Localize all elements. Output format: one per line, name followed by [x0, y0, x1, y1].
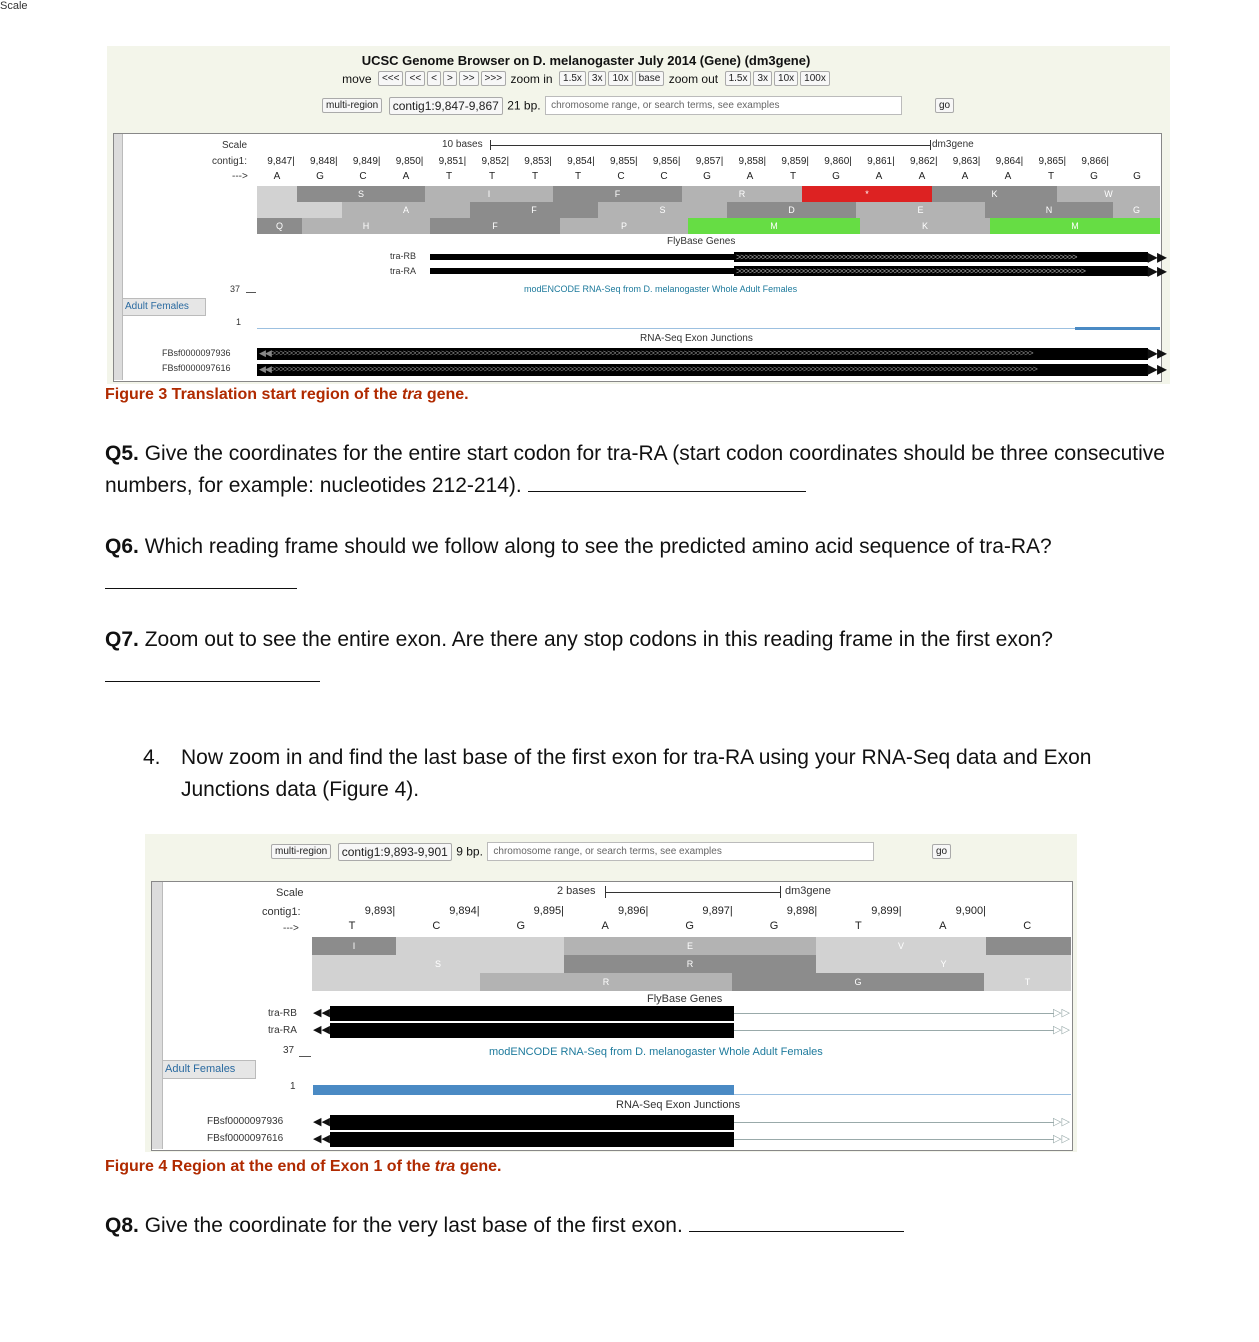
scale-bar — [490, 145, 930, 146]
coordinate-label: 9,862| — [909, 156, 938, 167]
f4-scale-bar — [605, 892, 780, 893]
frame3-codon-amino-acid: H — [362, 221, 370, 231]
fbsf2-label: FBsf0000097616 — [162, 363, 231, 373]
frame1-codon-amino-acid: S — [357, 189, 365, 199]
tra-ra-strand-chevrons: >>>>>>>>>>>>>>>>>>>>>>>>>>>>>>>>>>>>>>>>>>>>>>>>>>>>>>>>>>>>>>>>>>>>>>>>>>>>>>>>>> — [736, 266, 1085, 276]
fbsf1-end-arrow-icon: ▶▶ — [1148, 346, 1167, 360]
base-letter: A — [273, 171, 281, 182]
go-button[interactable]: go — [935, 98, 954, 113]
f4-frame3-codon-amino-acid: G — [854, 977, 862, 987]
base-letter: A — [746, 171, 754, 182]
move-left-button[interactable]: < — [427, 71, 441, 86]
f4-y-min-label: 1 — [290, 1081, 296, 1092]
frame2-codon — [1113, 202, 1160, 218]
f4-frame3-codon-amino-acid: R — [602, 977, 610, 987]
f4-frame1-codon-amino-acid: I — [352, 941, 356, 951]
search-input[interactable]: chromosome range, or search terms, see examples — [545, 96, 902, 115]
tra-rb-utr-bar[interactable] — [430, 254, 734, 260]
frame3-codon — [560, 218, 688, 234]
frame2-codon — [985, 202, 1113, 218]
q5-answer-blank[interactable] — [528, 471, 806, 492]
f4-tra-rb-intron-line — [734, 1013, 1054, 1014]
tra-ra-label: tra-RA — [390, 266, 417, 276]
f4-base-letter: C — [1023, 920, 1032, 932]
flybase-label: FlyBase Genes — [667, 236, 736, 247]
position-display: contig1:9,847-9,867 — [389, 97, 503, 115]
figure3-title: UCSC Genome Browser on D. melanogaster July 2014 (Gene) (dm3gene) — [361, 53, 811, 68]
base-letter: C — [617, 171, 625, 182]
f4-fbsf2-intron-line — [734, 1139, 1054, 1140]
f4-rnaseq-coverage-bar[interactable] — [313, 1085, 734, 1095]
f4-tra-rb-end-arrow-icon: ▷▷ — [1053, 1007, 1070, 1019]
base-letter: T — [445, 171, 453, 182]
coordinate-label: 9,861| — [867, 156, 895, 167]
zoom-in-label: zoom in — [510, 71, 553, 86]
frame3-codon-amino-acid: K — [921, 221, 929, 231]
f4-coordinate-row — [0, 905, 1259, 919]
f4-coordinate-label: 9,895| — [533, 905, 564, 917]
f4-base-letter: A — [601, 920, 609, 932]
f4-frame3-codon-amino-acid: T — [1024, 977, 1031, 987]
f4-contig-label: contig1: — [262, 906, 301, 918]
zoom-out-1-5x-button[interactable]: 1.5x — [725, 71, 752, 86]
frame3-codon-amino-acid: F — [492, 221, 498, 231]
multi-region-button[interactable]: multi-region — [322, 98, 382, 113]
f4-frame1-codon-amino-acid: V — [897, 941, 905, 951]
f4-frame3-codon-segment — [312, 973, 480, 991]
reading-frame-3 — [257, 218, 1160, 234]
q6-answer-blank[interactable] — [105, 568, 297, 589]
coordinate-label: 9,858| — [738, 156, 767, 167]
frame1-codon-amino-acid: I — [487, 189, 491, 199]
f4-coordinate-label: 9,898| — [786, 905, 818, 917]
f4-fbsf1-label: FBsf0000097936 — [207, 1116, 284, 1127]
q7-answer-blank[interactable] — [105, 661, 320, 682]
f4-base-row — [0, 920, 1259, 934]
frame3-codon — [688, 218, 860, 234]
frame3-codon-amino-acid: M — [1071, 221, 1079, 231]
f4-tra-rb-start-arrow-icon: ◀◀ — [313, 1007, 330, 1019]
frame1-codon-amino-acid: R — [738, 189, 746, 199]
tra-ra-utr-bar[interactable] — [430, 268, 734, 274]
frame1-codon — [1057, 186, 1160, 202]
figure4-position-row — [269, 842, 874, 861]
frame3-codon — [860, 218, 990, 234]
tra-rb-strand-chevrons: >>>>>>>>>>>>>>>>>>>>>>>>>>>>>>>>>>>>>>>>>>>>>>>>>>>>>>>>>>>>>>>>>>>>>>>>>>>>>>>> — [736, 252, 1077, 262]
coordinate-label: 9,853| — [524, 156, 552, 167]
f4-frame1-codon-segment — [986, 937, 1071, 955]
frame1-codon-amino-acid: F — [614, 189, 621, 199]
frame2-codon-amino-acid: E — [917, 205, 924, 215]
f4-fbsf1-intron-line — [734, 1122, 1054, 1123]
frame3-codon — [990, 218, 1160, 234]
f4-coordinate-label: 9,899| — [871, 905, 902, 917]
f4-fbsf2-end-arrow-icon: ▷▷ — [1053, 1133, 1070, 1145]
f4-base-letter: T — [855, 920, 862, 932]
contig-label: contig1: — [212, 156, 248, 167]
f4-reading-frame-1 — [312, 937, 1071, 955]
base-letter: C — [660, 171, 668, 182]
f4-tra-rb-exon-bar[interactable] — [330, 1006, 734, 1021]
frame1-codon — [553, 186, 682, 202]
f4-frame1-codon — [564, 937, 816, 955]
coordinate-label: 9,849| — [352, 156, 381, 167]
frame2-codon-amino-acid: N — [1045, 205, 1053, 215]
move-label: move — [342, 71, 372, 86]
coordinate-label: 9,863| — [952, 156, 981, 167]
rnaseq-baseline — [257, 328, 1160, 329]
fbsf1-label: FBsf0000097936 — [162, 348, 231, 358]
f4-rnaseq-baseline — [734, 1094, 1071, 1095]
f4-scale-value: 2 bases — [557, 885, 596, 897]
move-far-right-button[interactable]: >>> — [481, 71, 507, 86]
frame1-codon — [932, 186, 1057, 202]
f4-frame2-codon — [564, 955, 816, 973]
f4-flybase-label: FlyBase Genes — [647, 993, 723, 1005]
frame2-codon-amino-acid: F — [531, 205, 537, 215]
tra-ra-end-arrow-icon: ▶▶ — [1148, 264, 1167, 278]
f4-frame3-codon — [732, 973, 984, 991]
f4-reading-frame-3 — [312, 973, 1071, 991]
coordinate-label: 9,851| — [438, 156, 467, 167]
f4-position-display: contig1:9,893-9,901 — [338, 843, 452, 861]
base-letter: A — [875, 171, 883, 182]
f4-frame1-codon-amino-acid: E — [686, 941, 694, 951]
reading-frame-2 — [257, 202, 1160, 218]
coordinate-label: 9,864| — [995, 156, 1024, 167]
f4-scale-tick-right — [780, 886, 781, 898]
coordinate-label: 9,865| — [1038, 156, 1067, 167]
frame1-codon — [802, 186, 932, 202]
f4-frame3-codon — [984, 973, 1071, 991]
f4-frame1-codon — [312, 937, 396, 955]
coordinate-label: 9,856| — [652, 156, 681, 167]
junctions-label: RNA-Seq Exon Junctions — [640, 333, 753, 344]
f4-scale-label-pos: Scale — [276, 887, 304, 899]
frame3-codon-amino-acid: Q — [275, 221, 284, 231]
f4-fbsf1-junction-bar[interactable] — [330, 1115, 734, 1130]
f4-fbsf2-label: FBsf0000097616 — [207, 1133, 284, 1144]
zoom-in-base-button[interactable]: base — [635, 71, 665, 86]
base-row — [0, 171, 1259, 185]
frame1-codon — [682, 186, 802, 202]
zoom-in-10x-button[interactable]: 10x — [608, 71, 632, 86]
frame2-codon — [342, 202, 470, 218]
step-4-number: 4. — [143, 746, 161, 769]
frame1-codon-segment — [257, 186, 297, 202]
f4-rnaseq-track-label: modENCODE RNA-Seq from D. melanogaster Whole Adult Females — [489, 1046, 823, 1058]
frame3-codon — [430, 218, 560, 234]
f4-go-button[interactable]: go — [932, 844, 951, 859]
move-left2-button[interactable]: << — [405, 71, 425, 86]
question-8: Q8. Give the coordinate for the very last base of the first exon. — [105, 1210, 1185, 1242]
frame3-codon-amino-acid: M — [770, 221, 778, 231]
f4-adult-females-label[interactable]: Adult Females — [162, 1060, 256, 1079]
f4-tra-rb-label: tra-RB — [268, 1008, 297, 1019]
strand-arrow: ---> — [232, 171, 248, 182]
rnaseq-track-label: modENCODE RNA-Seq from D. melanogaster Whole Adult Females — [524, 284, 798, 294]
zoom-in-1-5x-button[interactable]: 1.5x — [559, 71, 586, 86]
frame3-codon — [302, 218, 430, 234]
f4-search-input[interactable]: chromosome range, or search terms, see examples — [487, 842, 874, 861]
coordinate-label: 9,855| — [609, 156, 638, 167]
f4-coordinate-label: 9,893| — [364, 905, 396, 917]
scale-value: 10 bases — [442, 139, 483, 150]
base-letter: A — [1004, 171, 1012, 182]
frame2-codon — [598, 202, 727, 218]
y-max-tick — [246, 292, 256, 293]
coordinate-label: 9,850| — [395, 156, 424, 167]
move-right-button[interactable]: > — [443, 71, 457, 86]
zoom-out-3x-button[interactable]: 3x — [753, 71, 772, 86]
f4-scale-tick-left — [605, 886, 606, 898]
frame2-codon-amino-acid: S — [659, 205, 666, 215]
zoom-out-10x-button[interactable]: 10x — [774, 71, 798, 86]
coordinate-label: 9,848| — [310, 156, 338, 167]
f4-tra-ra-end-arrow-icon: ▷▷ — [1053, 1024, 1070, 1036]
frame2-codon — [470, 202, 598, 218]
window-size: 21 bp. — [507, 98, 541, 113]
coordinate-label: 9,852| — [481, 156, 510, 167]
rnaseq-coverage-bar[interactable] — [1075, 327, 1160, 330]
f4-frame3-codon — [480, 973, 732, 991]
coordinate-label: 9,860| — [824, 156, 852, 167]
adult-females-label[interactable]: Adult Females — [122, 298, 206, 316]
frame3-codon — [257, 218, 302, 234]
f4-base-letter: G — [685, 920, 694, 932]
f4-base-letter: G — [769, 920, 779, 932]
f4-coordinate-label: 9,897| — [702, 905, 733, 917]
frame2-codon-amino-acid: D — [788, 205, 795, 215]
frame1-codon-amino-acid: K — [991, 189, 998, 199]
move-right2-button[interactable]: >> — [459, 71, 479, 86]
q8-answer-blank[interactable] — [689, 1211, 904, 1232]
f4-window-size: 9 bp. — [456, 844, 483, 859]
tra-rb-label: tra-RB — [390, 251, 417, 261]
f4-frame2-codon — [816, 955, 1071, 973]
f4-frame2-codon-amino-acid: R — [686, 959, 694, 969]
f4-assembly-label: dm3gene — [785, 885, 831, 897]
y-max-label: 37 — [230, 284, 241, 294]
move-far-left-button[interactable]: <<< — [378, 71, 404, 86]
coordinate-label: 9,847| — [267, 156, 295, 167]
step-4-text: Now zoom in and find the last base of the first exon for tra-RA using your RNA-Seq data and Exon Junctions data (Figure 4). — [181, 746, 1092, 801]
base-letter: G — [1090, 171, 1098, 182]
coordinate-label: 9,866| — [1081, 156, 1109, 167]
frame2-codon-amino-acid: A — [402, 205, 410, 215]
f4-coordinate-label: 9,900| — [955, 905, 986, 917]
base-letter: G — [1133, 171, 1141, 182]
f4-tra-ra-label: tra-RA — [268, 1025, 297, 1036]
coordinate-label: 9,857| — [695, 156, 724, 167]
f4-tra-ra-exon-bar[interactable] — [330, 1023, 734, 1038]
figure4-caption: Figure 4 Region at the end of Exon 1 of the tra gene. — [105, 1158, 502, 1175]
f4-junctions-label: RNA-Seq Exon Junctions — [616, 1099, 741, 1111]
f4-frame2-codon — [312, 955, 564, 973]
fbsf2-chevrons: ◀◀>>>>>>>>>>>>>>>>>>>>>>>>>>>>>>>>>>>>>>>>>>>>>>>>>>>>>>>>>>>>>>>>>>>>>>>>>>>>>>>>>>>>>>>>>>>>>>>>>>>>>>>>>>>>>>>>>>>>>>>>>>>>>>>>>>>>>>>>>>>>>>>>>>>>>>>>>>>>>>>>>>>>>>>>>>>>>>>>>>>> — [259, 364, 1037, 374]
coordinate-label: 9,859| — [781, 156, 809, 167]
f4-tra-ra-intron-line — [734, 1030, 1054, 1031]
zoom-out-label: zoom out — [668, 71, 719, 86]
frame2-codon-segment — [257, 202, 342, 218]
f4-base-letter: G — [516, 920, 526, 932]
fbsf1-chevrons: ◀◀>>>>>>>>>>>>>>>>>>>>>>>>>>>>>>>>>>>>>>>>>>>>>>>>>>>>>>>>>>>>>>>>>>>>>>>>>>>>>>>>>>>>>>>>>>>>>>>>>>>>>>>>>>>>>>>>>>>>>>>>>>>>>>>>>>>>>>>>>>>>>>>>>>>>>>>>>>>>>>>>>>>>>>>>>>>>>>>>>>> — [259, 348, 1033, 358]
base-letter: A — [918, 171, 926, 182]
f4-multi-region-button[interactable]: multi-region — [271, 844, 331, 859]
question-5: Q5. Give the coordinates for the entire start codon for tra-RA (start codon coordinates should be three consecutive numbers, for example: nucleotides 212-214). — [105, 442, 1165, 497]
f4-frame2-codon-amino-acid: S — [434, 959, 442, 969]
f4-fbsf1-start-arrow-icon: ◀◀ — [313, 1116, 330, 1128]
f4-tra-ra-start-arrow-icon: ◀◀ — [313, 1024, 330, 1036]
base-letter: T — [574, 171, 582, 182]
question-6: Q6. Which reading frame should we follow along to see the predicted amino acid sequence of tra-RA? — [105, 535, 1052, 558]
f4-coordinate-label: 9,894| — [449, 905, 480, 917]
zoom-in-3x-button[interactable]: 3x — [588, 71, 607, 86]
f4-coordinate-label: 9,896| — [617, 905, 649, 917]
fbsf2-end-arrow-icon: ▶▶ — [1148, 362, 1167, 376]
f4-y-max-tick — [299, 1056, 311, 1057]
figure3-caption: Figure 3 Translation start region of the tra gene. — [105, 386, 469, 403]
f4-base-letter: T — [348, 920, 356, 932]
frame2-codon-amino-acid: G — [1132, 205, 1141, 215]
tra-rb-end-arrow-icon: ▶▶ — [1148, 250, 1167, 264]
f4-frame2-codon-amino-acid: Y — [940, 959, 947, 969]
frame1-codon — [297, 186, 425, 202]
f4-frame1-codon — [816, 937, 986, 955]
frame2-codon — [856, 202, 985, 218]
base-letter: G — [832, 171, 840, 182]
coordinate-row — [0, 156, 1259, 170]
y-min-label: 1 — [236, 317, 242, 327]
frame1-codon — [425, 186, 553, 202]
frame1-codon-amino-acid: * — [865, 189, 869, 199]
figure3-position-row — [320, 96, 902, 115]
coordinate-label: 9,854| — [567, 156, 595, 167]
f4-y-max-label: 37 — [283, 1045, 295, 1056]
scale-tick-right — [930, 140, 931, 150]
f4-fbsf1-end-arrow-icon: ▷▷ — [1053, 1116, 1070, 1128]
question-7: Q7. Zoom out to see the entire exon. Are there any stop codons in this reading frame in the first exon? — [105, 628, 1053, 651]
f4-strand-arrow: ---> — [283, 923, 299, 934]
base-letter: C — [359, 171, 367, 182]
base-letter: T — [1047, 171, 1055, 182]
assembly-label: dm3gene — [932, 139, 974, 150]
reading-frame-1 — [257, 186, 1160, 202]
f4-base-letter: A — [939, 920, 947, 932]
f4-fbsf2-start-arrow-icon: ◀◀ — [313, 1133, 330, 1145]
base-letter: T — [789, 171, 797, 182]
f4-base-letter: C — [432, 920, 441, 932]
figure3-nav-row — [107, 70, 1065, 88]
f4-fbsf2-junction-bar[interactable] — [330, 1132, 734, 1147]
f4-reading-frame-2 — [312, 955, 1071, 973]
base-letter: A — [961, 171, 969, 182]
scale-tick-left — [490, 140, 491, 150]
base-letter: T — [488, 171, 496, 182]
frame3-codon-amino-acid: P — [620, 221, 628, 231]
base-letter: A — [402, 171, 410, 182]
frame1-codon-amino-acid: W — [1104, 189, 1113, 199]
frame2-codon — [727, 202, 856, 218]
zoom-out-100x-button[interactable]: 100x — [800, 71, 830, 86]
base-letter: T — [531, 171, 539, 182]
base-letter: G — [703, 171, 711, 182]
scale-label: Scale — [222, 140, 248, 151]
base-letter: G — [316, 171, 324, 182]
f4-scale-label: Scale — [0, 0, 28, 12]
